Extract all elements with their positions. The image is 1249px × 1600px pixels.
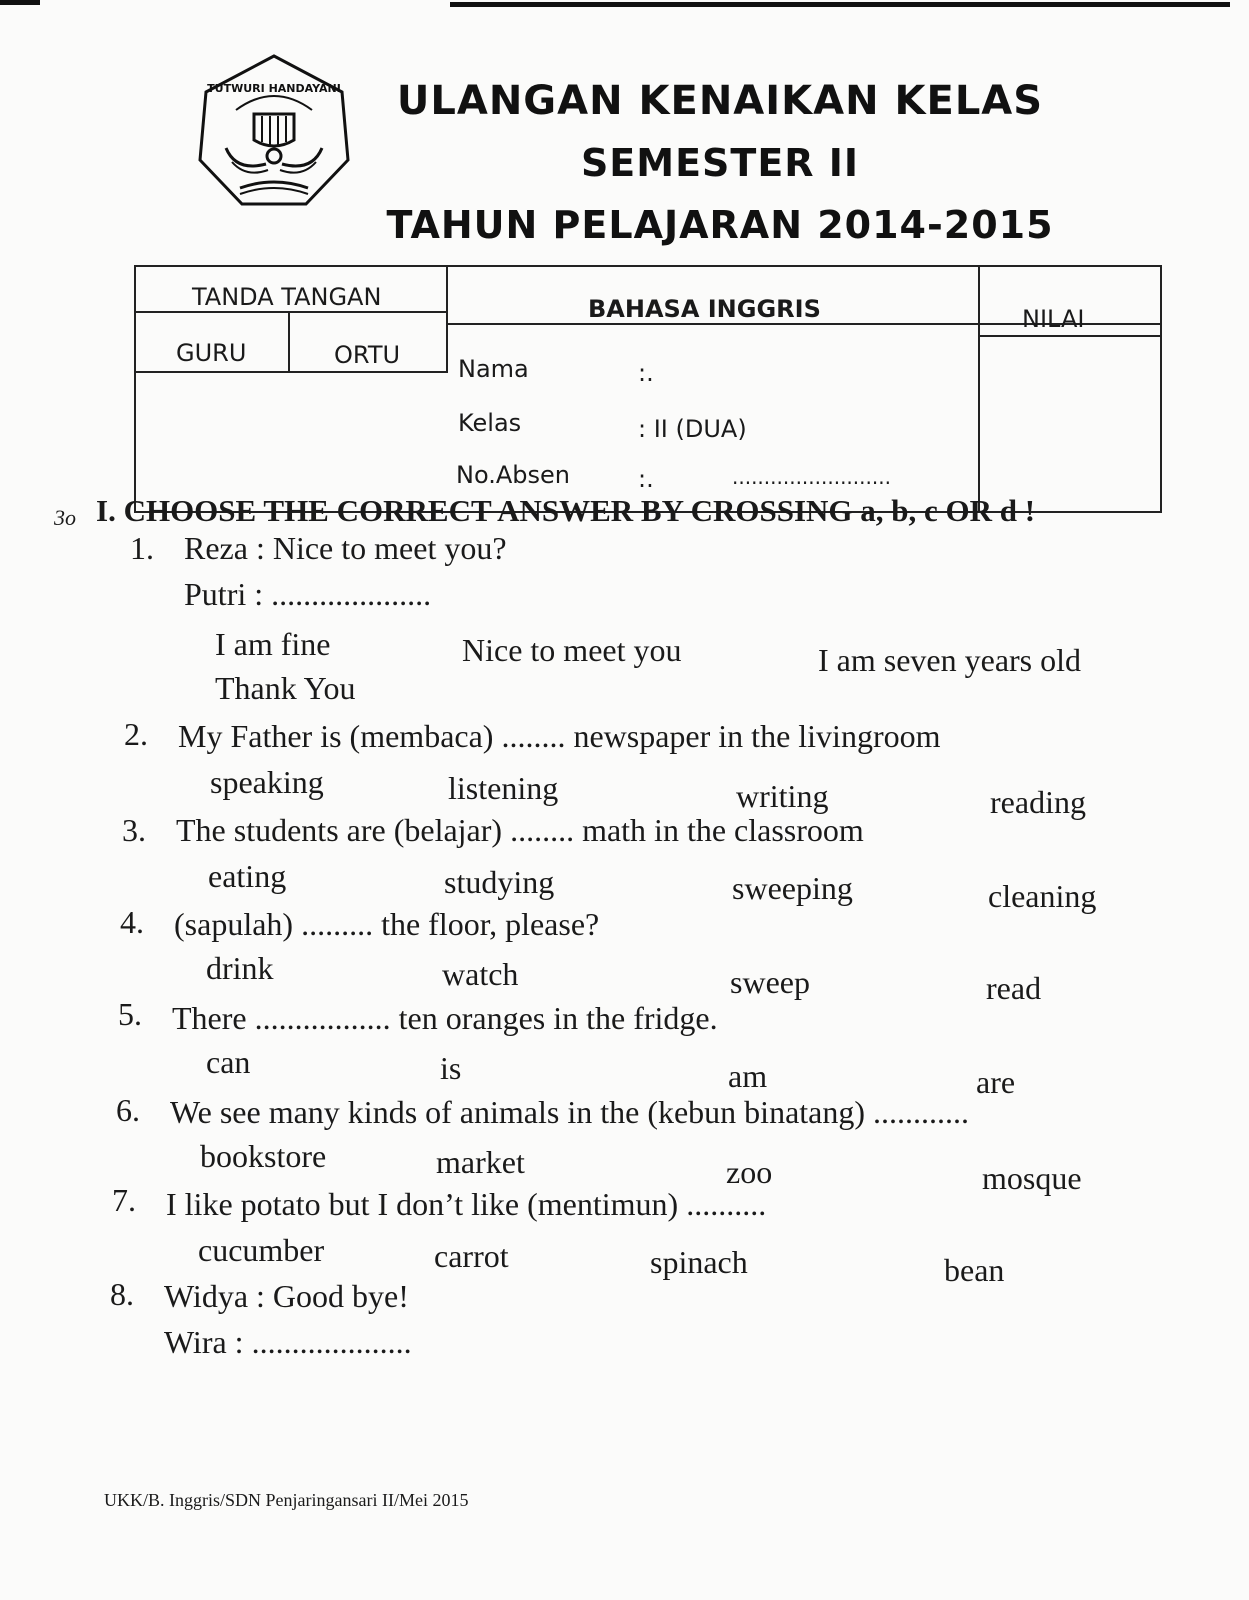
question-4-text: (sapulah) ......... the floor, please? <box>174 906 600 942</box>
page-footer: UKK/B. Inggris/SDN Penjaringansari II/Mei 2015 <box>104 1490 469 1510</box>
question-number: 3. <box>122 812 146 848</box>
answer-option[interactable]: sweep <box>730 964 810 1000</box>
question-number: 8. <box>110 1276 134 1312</box>
section-heading: I. CHOOSE THE CORRECT ANSWER BY CROSSING a, b, c OR d ! <box>96 493 1036 528</box>
absen-label: No.Absen <box>456 461 570 489</box>
question-2-text: My Father is (membaca) ........ newspaper in the livingroom <box>178 718 941 754</box>
question-number: 1. <box>130 530 154 566</box>
subject-label: BAHASA INGGRIS <box>588 295 821 323</box>
absen-field[interactable]: :. <box>638 465 654 493</box>
handwritten-score-mark: 3o <box>54 505 76 530</box>
answer-option[interactable]: zoo <box>726 1154 773 1190</box>
answer-option[interactable]: Nice to meet you <box>462 632 682 668</box>
answer-option[interactable]: listening <box>448 770 559 806</box>
answer-option[interactable]: sweeping <box>732 870 853 906</box>
answer-option[interactable]: bean <box>944 1252 1005 1288</box>
title-line-3: TAHUN PELAJARAN 2014-2015 <box>386 203 1054 247</box>
signature-header: TANDA TANGAN <box>192 283 382 311</box>
svg-text:TUTWURI HANDAYANI: TUTWURI HANDAYANI <box>207 82 341 95</box>
question-5-text: There ................. ten oranges in the fridge. <box>172 1000 718 1036</box>
question-6-text: We see many kinds of animals in the (kebun binatang) ............ <box>170 1094 970 1130</box>
answer-option[interactable]: spinach <box>650 1244 748 1280</box>
question-number: 5. <box>118 996 142 1032</box>
answer-option[interactable]: are <box>976 1064 1016 1100</box>
question-8-line-1: Widya : Good bye! <box>164 1278 409 1314</box>
exam-title <box>360 70 1080 256</box>
name-field[interactable]: :. <box>638 359 654 387</box>
answer-option[interactable]: drink <box>206 950 274 986</box>
question-1-line-2: Putri : .................... <box>184 576 432 612</box>
title-line-2: SEMESTER II <box>580 141 860 185</box>
question-number: 6. <box>116 1092 140 1128</box>
student-identity-table <box>134 265 1162 513</box>
question-3-text: The students are (belajar) ........ math in the classroom <box>176 812 864 848</box>
name-label: Nama <box>458 355 529 383</box>
class-field: : II (DUA) <box>638 415 747 443</box>
answer-option[interactable]: bookstore <box>200 1138 327 1174</box>
question-number: 7. <box>112 1182 136 1218</box>
scan-top-edge-right <box>450 2 1230 7</box>
absen-dots: ......................... <box>732 465 891 489</box>
scan-top-edge-left <box>0 0 40 5</box>
answer-option[interactable]: writing <box>736 778 829 814</box>
answer-option[interactable]: cleaning <box>988 878 1097 914</box>
question-number: 2. <box>124 716 148 752</box>
answer-option[interactable]: Thank You <box>215 670 356 706</box>
answer-option[interactable]: read <box>986 970 1042 1006</box>
question-7-text: I like potato but I don’t like (mentimun) .......... <box>166 1186 767 1222</box>
title-line-1: ULANGAN KENAIKAN KELAS <box>396 78 1044 124</box>
answer-option[interactable]: watch <box>442 956 519 992</box>
answer-option[interactable]: studying <box>444 864 555 900</box>
answer-option[interactable]: carrot <box>434 1238 509 1274</box>
answer-option[interactable]: can <box>206 1044 251 1080</box>
answer-option[interactable]: cucumber <box>198 1232 325 1268</box>
answer-option[interactable]: reading <box>990 784 1086 820</box>
answer-option[interactable]: speaking <box>210 764 324 800</box>
parent-signature-label: ORTU <box>334 341 401 369</box>
answer-option[interactable]: mosque <box>982 1160 1082 1196</box>
question-number: 4. <box>120 904 144 940</box>
question-1-line-1: Reza : Nice to meet you? <box>184 530 507 566</box>
answer-option[interactable]: market <box>436 1144 525 1180</box>
question-8-line-2: Wira : .................... <box>164 1324 412 1360</box>
answer-option[interactable]: am <box>728 1058 768 1094</box>
answer-option[interactable]: I am seven years old <box>818 642 1082 678</box>
answer-option[interactable]: eating <box>208 858 287 894</box>
teacher-signature-label: GURU <box>176 339 247 367</box>
answer-option[interactable]: I am fine <box>215 626 331 662</box>
score-label: NILAI <box>1022 305 1085 333</box>
class-label: Kelas <box>458 409 522 437</box>
tutwuri-handayani-logo <box>196 52 352 210</box>
answer-option[interactable]: is <box>440 1050 462 1086</box>
